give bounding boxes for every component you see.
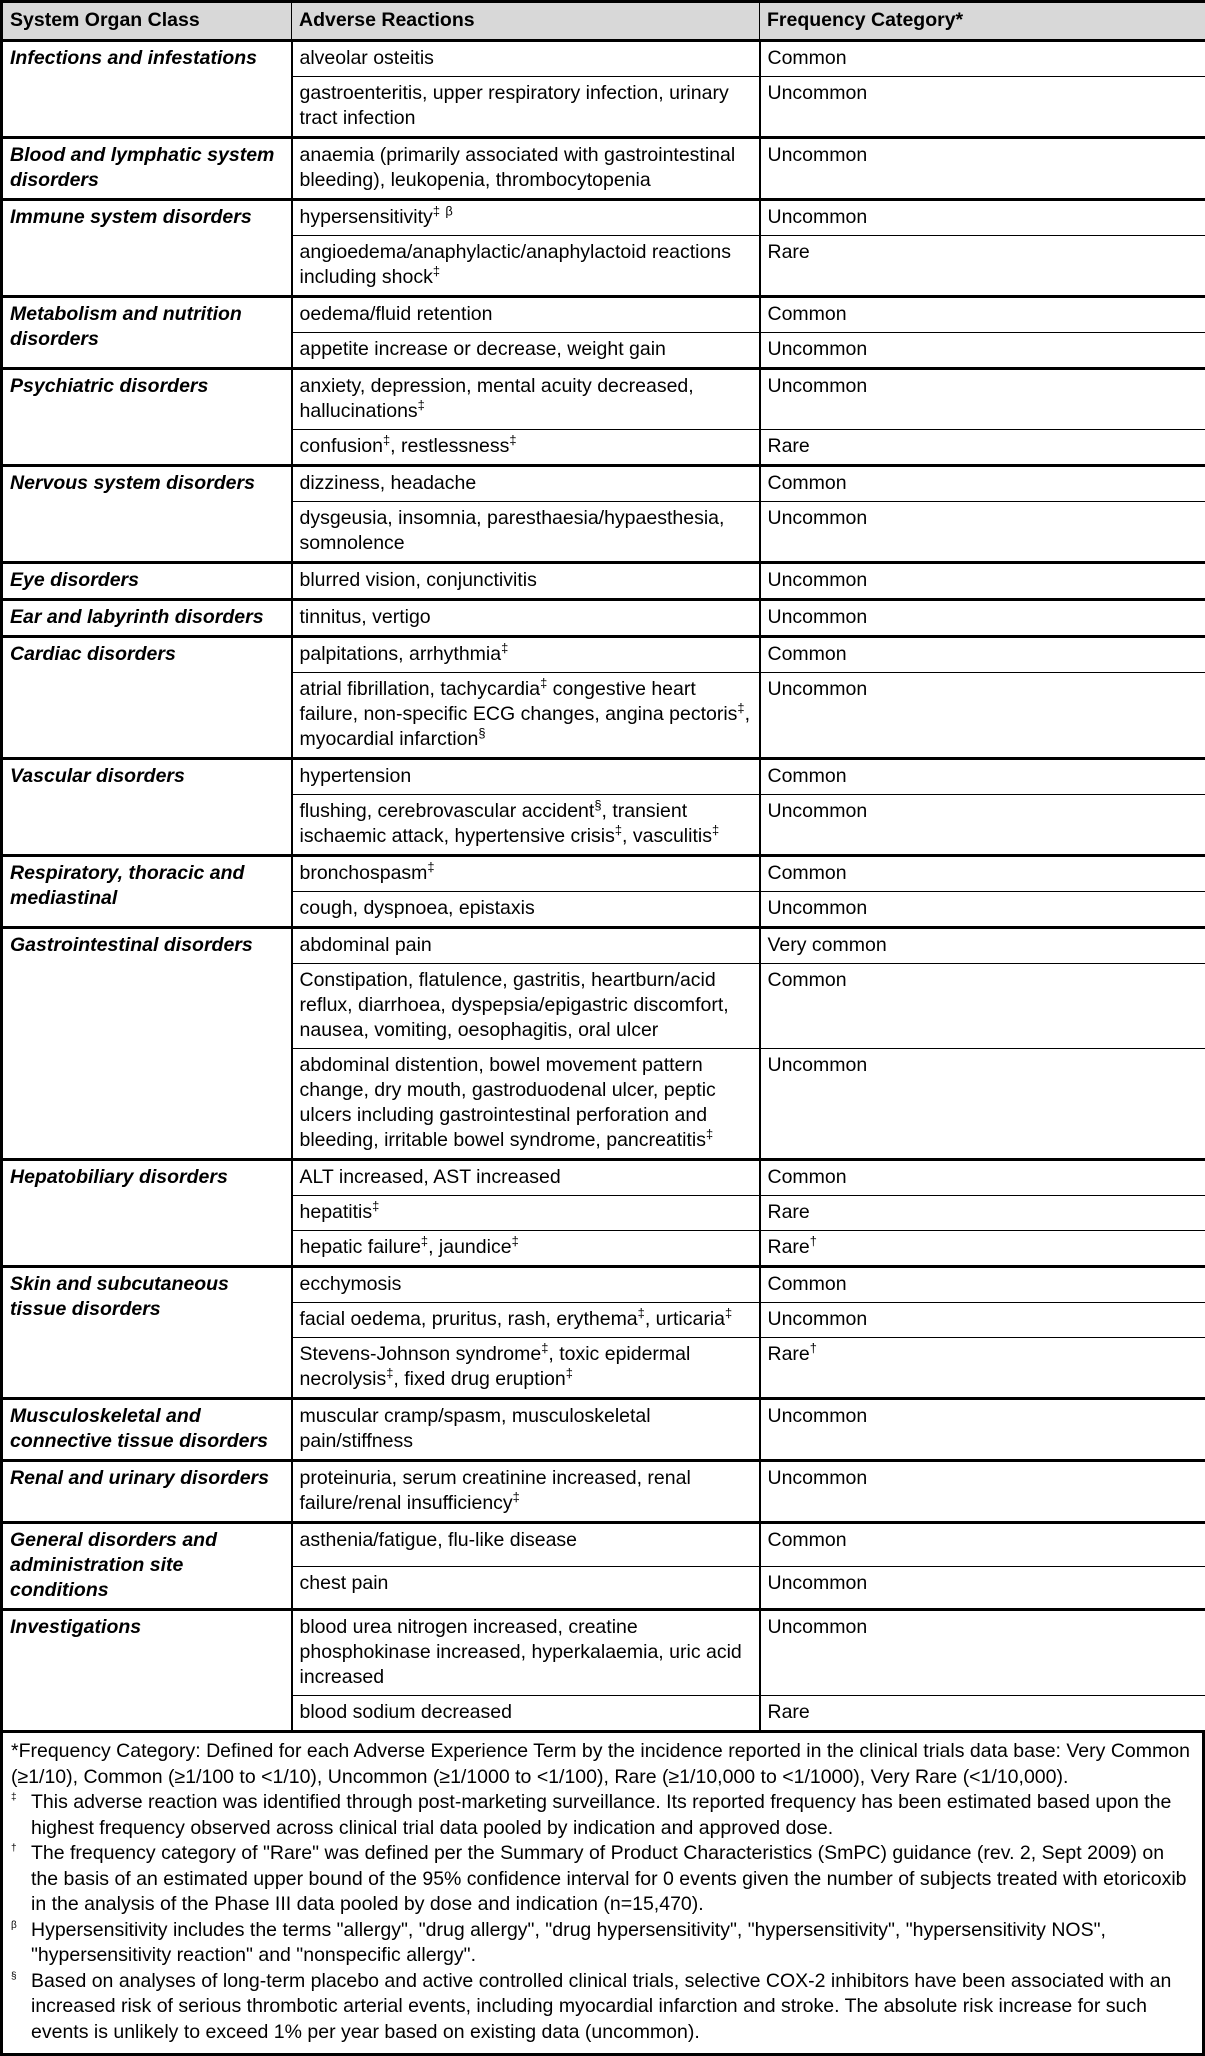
frequency-category-cell: Rare: [760, 1696, 1205, 1732]
frequency-category-cell: Uncommon: [760, 502, 1205, 563]
frequency-category-cell: Common: [760, 856, 1205, 892]
frequency-category-cell: Rare: [760, 236, 1205, 297]
footnote-marker: ‡: [11, 1790, 31, 1813]
table-row: [2, 200, 1205, 236]
frequency-category-cell: Uncommon: [760, 138, 1205, 200]
table-row: [2, 466, 1205, 502]
table-row: [2, 928, 1205, 964]
table-row: [2, 1399, 1205, 1461]
table-row: [2, 1523, 1205, 1567]
system-organ-class-cell: Cardiac disorders: [2, 637, 292, 759]
frequency-category-cell: Uncommon: [760, 1399, 1205, 1461]
adverse-reaction-cell: atrial fibrillation, tachycardia‡ congestive heart failure, non-specific ECG changes, angina pectoris‡, myocardial infarction§: [292, 673, 760, 759]
frequency-category-cell: Uncommon: [760, 77, 1205, 138]
adverse-reaction-cell: asthenia/fatigue, flu-like disease: [292, 1523, 760, 1567]
frequency-category-cell: Uncommon: [760, 1461, 1205, 1523]
frequency-category-cell: Uncommon: [760, 673, 1205, 759]
adverse-reaction-cell: Constipation, flatulence, gastritis, heartburn/acid reflux, diarrhoea, dyspepsia/epigastric discomfort, nausea, vomiting, oesophagitis, oral ulcer: [292, 964, 760, 1049]
frequency-category-cell: Uncommon: [760, 600, 1205, 637]
adverse-reaction-cell: muscular cramp/spasm, musculoskeletal pain/stiffness: [292, 1399, 760, 1461]
system-organ-class-cell: Renal and urinary disorders: [2, 1461, 292, 1523]
footnote-text: Hypersensitivity includes the terms "allergy", "drug allergy", "drug hypersensitivity", "hypersensitivity", "hypersensitivity NOS", "hypersensitivity reaction" and "nonspecific allergy".: [31, 1918, 1194, 1969]
frequency-category-cell: Uncommon: [760, 795, 1205, 856]
adverse-reaction-cell: alveolar osteitis: [292, 41, 760, 77]
table-body: [2, 41, 1205, 1732]
system-organ-class-cell: Musculoskeletal and connective tissue disorders: [2, 1399, 292, 1461]
frequency-category-cell: Very common: [760, 928, 1205, 964]
system-organ-class-cell: Eye disorders: [2, 563, 292, 600]
adverse-reaction-cell: anxiety, depression, mental acuity decreased, hallucinations‡: [292, 369, 760, 430]
adverse-reaction-cell: proteinuria, serum creatinine increased, renal failure/renal insufficiency‡: [292, 1461, 760, 1523]
system-organ-class-cell: Gastrointestinal disorders: [2, 928, 292, 1160]
adverse-reaction-cell: anaemia (primarily associated with gastrointestinal bleeding), leukopenia, thrombocytopenia: [292, 138, 760, 200]
frequency-category-cell: Uncommon: [760, 1049, 1205, 1160]
frequency-category-cell: Uncommon: [760, 563, 1205, 600]
footnote-item: [11, 1739, 1194, 1790]
adverse-reaction-cell: chest pain: [292, 1566, 760, 1610]
footnote-item: [11, 1790, 1194, 1841]
footnote-item: [11, 1969, 1194, 2046]
footnote-item: [11, 1841, 1194, 1918]
footnote-marker: §: [11, 1969, 31, 1992]
footnote-text: The frequency category of "Rare" was defined per the Summary of Product Characteristics (SmPC) guidance (rev. 2, Sept 2009) on the basis of an estimated upper bound of the 95% confidence interval for 0 events given the number of subjects treated with etoricoxib in the analysis of the Phase III data pooled by dose and indication (n=15,470).: [31, 1841, 1194, 1918]
adverse-reaction-cell: bronchospasm‡: [292, 856, 760, 892]
frequency-category-cell: Uncommon: [760, 892, 1205, 928]
adverse-reaction-cell: oedema/fluid retention: [292, 297, 760, 333]
system-organ-class-cell: Psychiatric disorders: [2, 369, 292, 466]
footnote-text: Based on analyses of long-term placebo and active controlled clinical trials, selective COX-2 inhibitors have been associated with an increased risk of serious thrombotic arterial events, including myocardial infarction and stroke. The absolute risk increase for such events is unlikely to exceed 1% per year based on existing data (uncommon).: [31, 1969, 1194, 2046]
frequency-category-cell: Uncommon: [760, 333, 1205, 369]
adverse-reaction-cell: confusion‡, restlessness‡: [292, 430, 760, 466]
table-row: [2, 600, 1205, 637]
footnote-text: *Frequency Category: Defined for each Adverse Experience Term by the incidence reported in the clinical trials data base: Very Common (≥1/10), Common (≥1/100 to <1/10), Uncommon (≥1/1000 to <1/100), Rare (≥1/10,000 to <1/1000), Very Rare (<1/10,000).: [11, 1740, 1190, 1788]
adverse-reaction-cell: abdominal pain: [292, 928, 760, 964]
table-row: [2, 138, 1205, 200]
table-row: [2, 369, 1205, 430]
system-organ-class-cell: Investigations: [2, 1610, 292, 1732]
frequency-category-cell: Common: [760, 41, 1205, 77]
adverse-reaction-cell: cough, dyspnoea, epistaxis: [292, 892, 760, 928]
system-organ-class-cell: Skin and subcutaneous tissue disorders: [2, 1267, 292, 1399]
system-organ-class-cell: Infections and infestations: [2, 41, 292, 138]
footnote-marker: †: [11, 1841, 31, 1864]
table-row: [2, 1160, 1205, 1196]
table-row: [2, 41, 1205, 77]
frequency-category-cell: Common: [760, 297, 1205, 333]
frequency-category-cell: Common: [760, 1267, 1205, 1303]
adverse-reaction-cell: flushing, cerebrovascular accident§, transient ischaemic attack, hypertensive crisis‡, vasculitis‡: [292, 795, 760, 856]
column-header-adverse-reactions: Adverse Reactions: [292, 2, 760, 41]
system-organ-class-cell: Ear and labyrinth disorders: [2, 600, 292, 637]
system-organ-class-cell: General disorders and administration site conditions: [2, 1523, 292, 1610]
table-row: [2, 856, 1205, 892]
table-row: [2, 1267, 1205, 1303]
table-header: [2, 2, 1205, 41]
adverse-reaction-cell: appetite increase or decrease, weight gain: [292, 333, 760, 369]
frequency-category-cell: Common: [760, 637, 1205, 673]
system-organ-class-cell: Nervous system disorders: [2, 466, 292, 563]
frequency-category-cell: Rare: [760, 1196, 1205, 1231]
column-header-system-organ-class: System Organ Class: [2, 2, 292, 41]
footnote-marker: β: [11, 1918, 31, 1941]
adverse-reaction-cell: dizziness, headache: [292, 466, 760, 502]
frequency-category-cell: Uncommon: [760, 1610, 1205, 1696]
system-organ-class-cell: Blood and lymphatic system disorders: [2, 138, 292, 200]
frequency-category-cell: Rare†: [760, 1231, 1205, 1267]
adverse-reaction-cell: hypersensitivity‡ $^\beta$: [292, 200, 760, 236]
system-organ-class-cell: Metabolism and nutrition disorders: [2, 297, 292, 369]
adverse-reaction-cell: gastroenteritis, upper respiratory infection, urinary tract infection: [292, 77, 760, 138]
column-header-frequency-category: Frequency Category*: [760, 2, 1205, 41]
frequency-category-cell: Uncommon: [760, 369, 1205, 430]
table-row: [2, 637, 1205, 673]
adverse-reaction-cell: ALT increased, AST increased: [292, 1160, 760, 1196]
adverse-reaction-cell: Stevens-Johnson syndrome‡, toxic epidermal necrolysis‡, fixed drug eruption‡: [292, 1338, 760, 1399]
adverse-reaction-cell: blood sodium decreased: [292, 1696, 760, 1732]
frequency-category-cell: Common: [760, 1523, 1205, 1567]
frequency-category-cell: Rare: [760, 430, 1205, 466]
adverse-reaction-cell: angioedema/anaphylactic/anaphylactoid reactions including shock‡: [292, 236, 760, 297]
adverse-reaction-cell: facial oedema, pruritus, rash, erythema‡, urticaria‡: [292, 1303, 760, 1338]
adverse-reaction-cell: abdominal distention, bowel movement pattern change, dry mouth, gastroduodenal ulcer, peptic ulcers including gastrointestinal perforation and bleeding, irritable bowel syndrome, pancreatitis‡: [292, 1049, 760, 1160]
frequency-category-cell: Common: [760, 1160, 1205, 1196]
table-row: [2, 1461, 1205, 1523]
frequency-category-cell: Uncommon: [760, 1303, 1205, 1338]
adverse-reaction-cell: blurred vision, conjunctivitis: [292, 563, 760, 600]
table-row: [2, 297, 1205, 333]
adverse-reaction-cell: dysgeusia, insomnia, paresthaesia/hypaesthesia, somnolence: [292, 502, 760, 563]
adverse-reaction-cell: hypertension: [292, 759, 760, 795]
system-organ-class-cell: Respiratory, thoracic and mediastinal: [2, 856, 292, 928]
frequency-category-cell: Common: [760, 964, 1205, 1049]
table-row: [2, 1610, 1205, 1696]
table-row: [2, 759, 1205, 795]
adverse-reaction-cell: hepatic failure‡, jaundice‡: [292, 1231, 760, 1267]
adverse-reaction-cell: blood urea nitrogen increased, creatine phosphokinase increased, hyperkalaemia, uric acid increased: [292, 1610, 760, 1696]
frequency-category-cell: Common: [760, 759, 1205, 795]
system-organ-class-cell: Hepatobiliary disorders: [2, 1160, 292, 1267]
footnote-item: [11, 1918, 1194, 1969]
frequency-category-cell: Uncommon: [760, 200, 1205, 236]
adverse-reaction-cell: palpitations, arrhythmia‡: [292, 637, 760, 673]
adverse-reaction-cell: ecchymosis: [292, 1267, 760, 1303]
adverse-reaction-cell: hepatitis‡: [292, 1196, 760, 1231]
table-header-row: [2, 2, 1205, 41]
frequency-category-cell: Common: [760, 466, 1205, 502]
system-organ-class-cell: Immune system disorders: [2, 200, 292, 297]
adverse-reaction-cell: tinnitus, vertigo: [292, 600, 760, 637]
system-organ-class-cell: Vascular disorders: [2, 759, 292, 856]
footnotes-block: [0, 1733, 1205, 2056]
footnote-text: This adverse reaction was identified through post-marketing surveillance. Its reported frequency has been estimated based upon the highest frequency observed across clinical trial data pooled by indication and approved dose.: [31, 1790, 1194, 1841]
table-row: [2, 563, 1205, 600]
frequency-category-cell: Uncommon: [760, 1566, 1205, 1610]
frequency-category-cell: Rare†: [760, 1338, 1205, 1399]
